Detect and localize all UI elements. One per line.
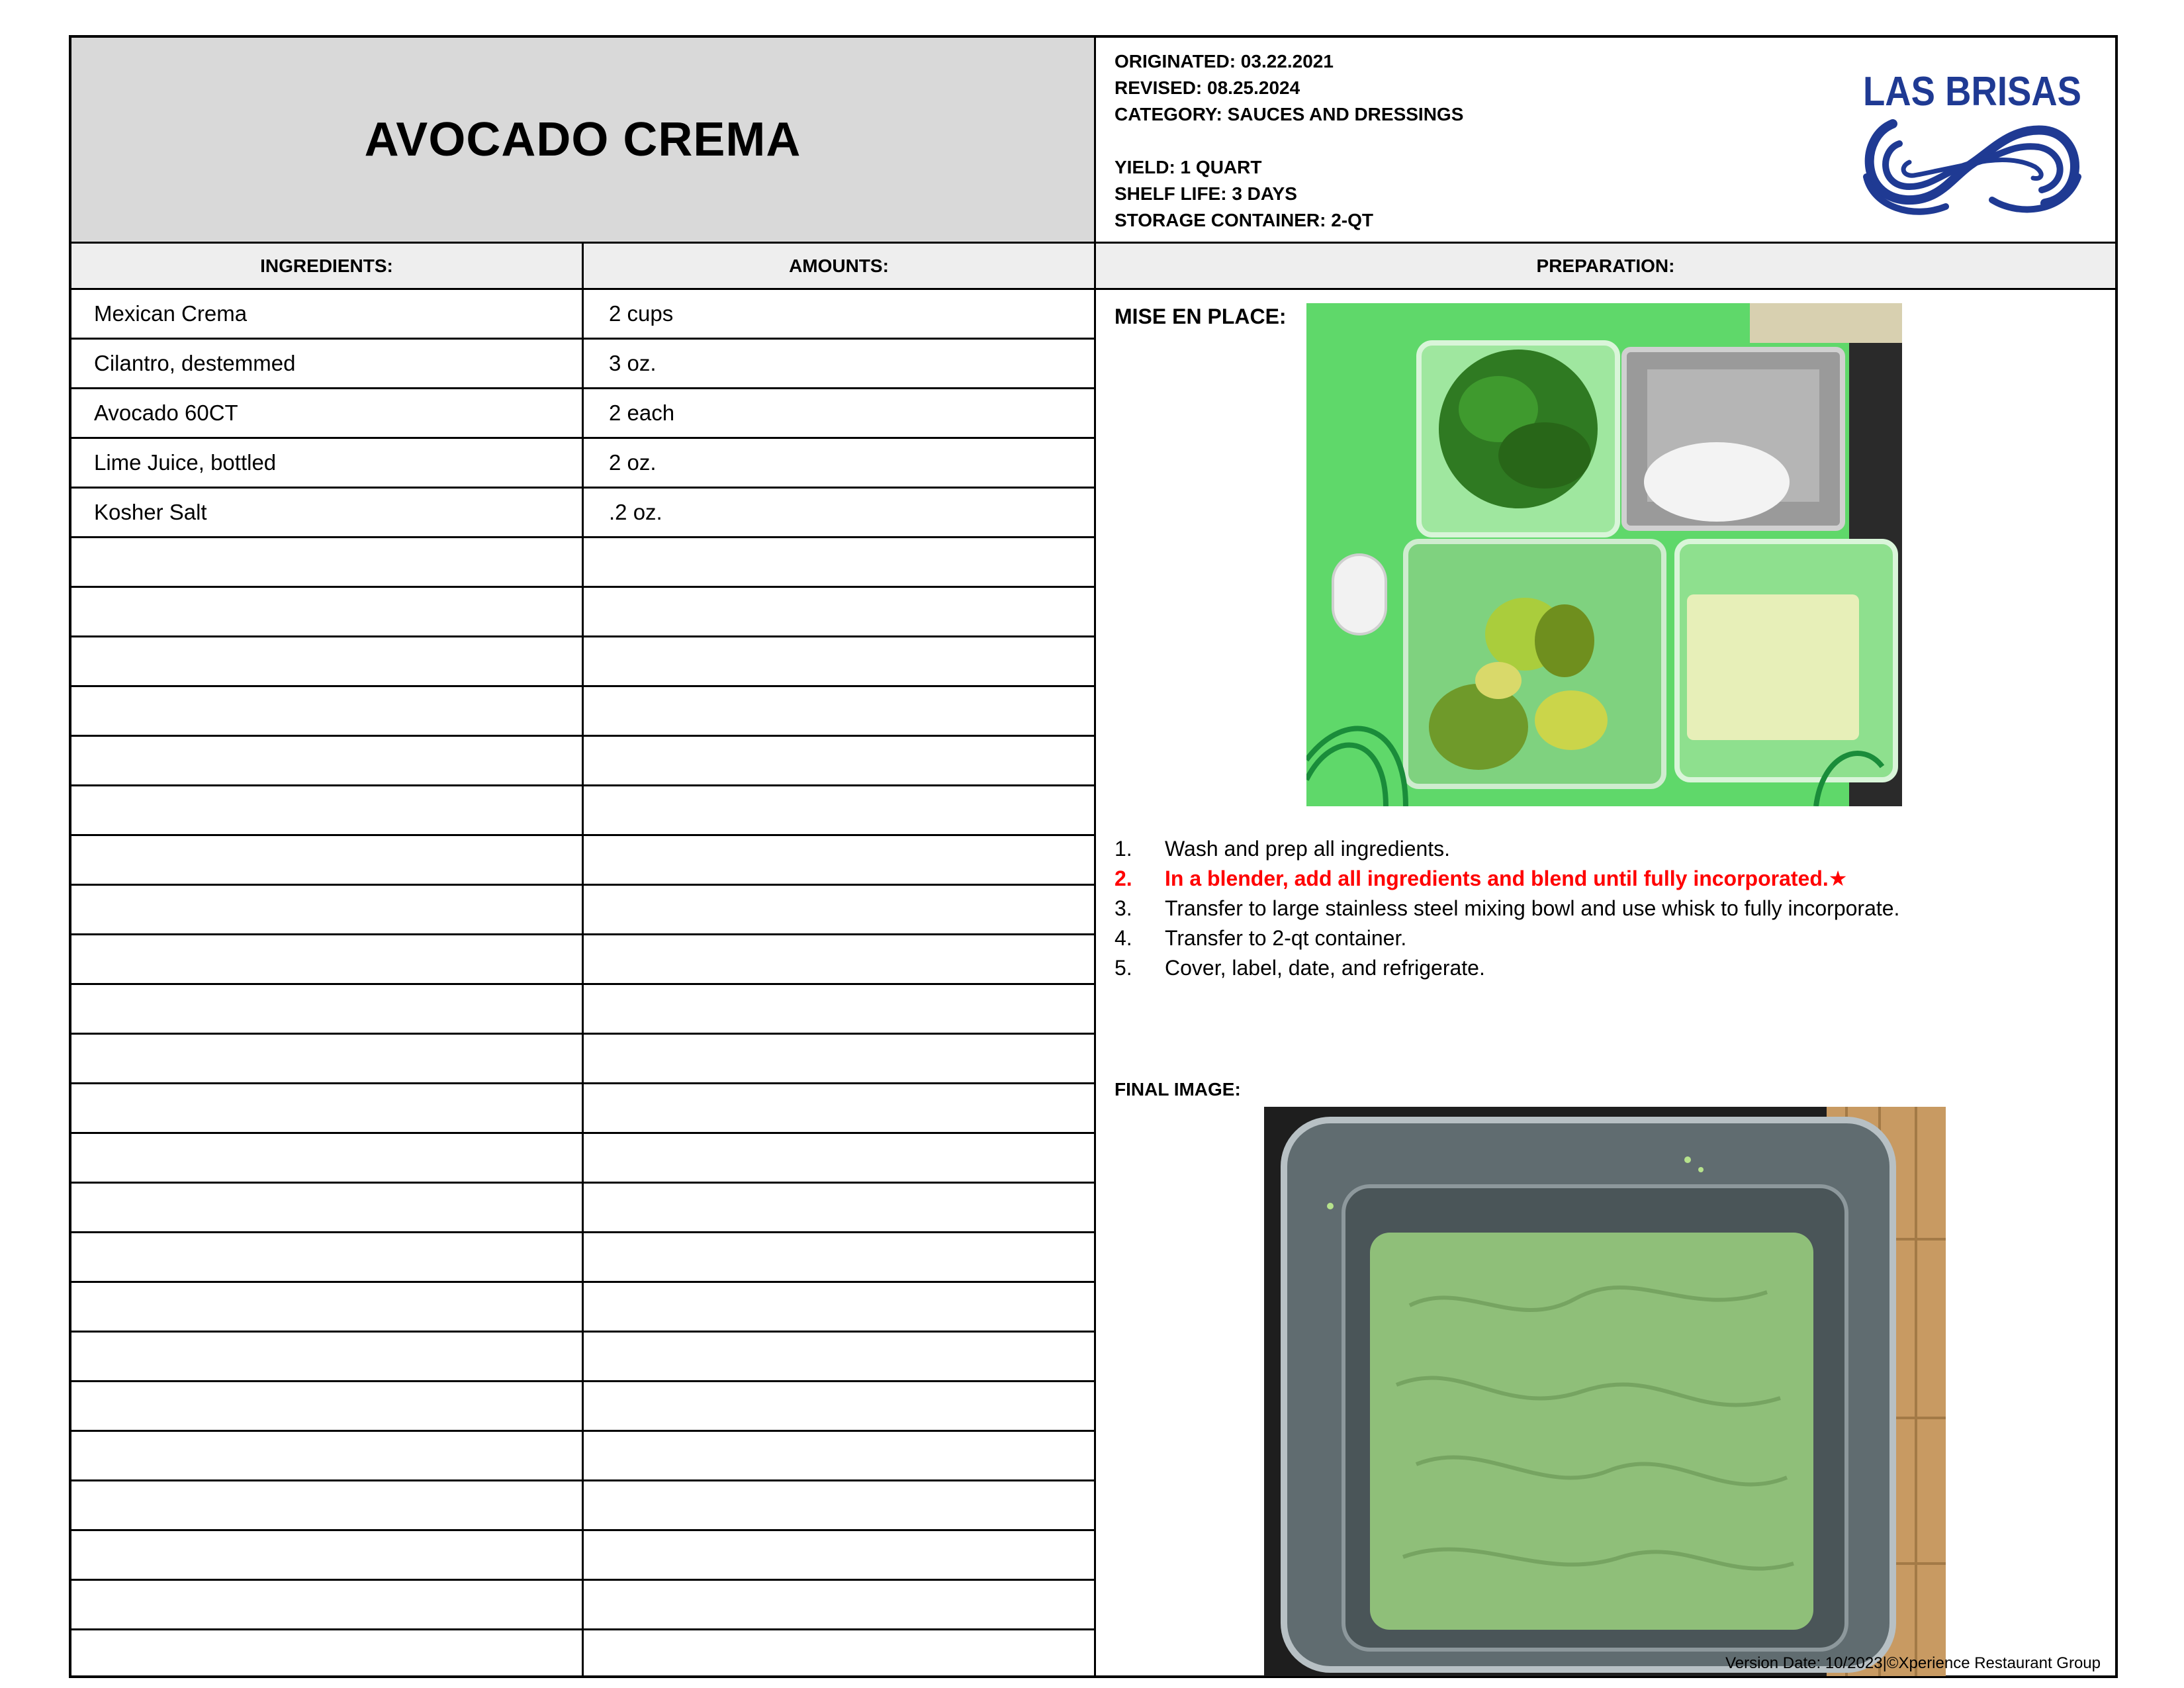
ingredient-name <box>71 1134 584 1182</box>
table-row <box>71 489 1096 538</box>
ingredient-amount: 3 oz. <box>584 340 1096 387</box>
ingredient-amount <box>584 538 1096 586</box>
lime-juice-container <box>1677 541 1895 780</box>
ingredient-amount <box>584 1382 1096 1430</box>
ingredient-name <box>71 1531 584 1579</box>
ingredient-name <box>71 1432 584 1479</box>
ingredient-name: Mexican Crema <box>71 290 584 338</box>
ingredient-amount: .2 oz. <box>584 489 1096 536</box>
ingredient-amount <box>584 1333 1096 1380</box>
ingredient-name <box>71 1630 584 1678</box>
ingredient-name <box>71 687 584 735</box>
table-row <box>71 737 1096 786</box>
table-row <box>71 1184 1096 1233</box>
table-row <box>71 538 1096 588</box>
ingredient-amount <box>584 1233 1096 1281</box>
ingredient-amount <box>584 1481 1096 1529</box>
ingredient-name <box>71 985 584 1033</box>
ingredient-amount <box>584 687 1096 735</box>
ingredient-name <box>71 737 584 784</box>
mise-en-place-photo <box>1306 303 1902 806</box>
table-row <box>71 1382 1096 1432</box>
step-number: 4. <box>1115 926 1132 950</box>
storage-container: STORAGE CONTAINER: 2-QT <box>1115 210 1373 230</box>
preparation-step <box>1115 834 1899 864</box>
final-image-photo <box>1264 1107 1946 1676</box>
ingredient-amount <box>584 1630 1096 1678</box>
ingredient-name: Cilantro, destemmed <box>71 340 584 387</box>
step-number: 2. <box>1115 867 1132 890</box>
ingredient-name <box>71 836 584 884</box>
ingredient-amount <box>584 985 1096 1033</box>
ingredient-name <box>71 538 584 586</box>
ingredient-amount: 2 oz. <box>584 439 1096 487</box>
step-number: 1. <box>1115 837 1132 861</box>
ingredient-amount <box>584 1581 1096 1628</box>
ingredient-name <box>71 1581 584 1628</box>
category: CATEGORY: SAUCES AND DRESSINGS <box>1115 104 1464 124</box>
table-row <box>71 389 1096 439</box>
table-row <box>71 886 1096 935</box>
ingredient-name <box>71 886 584 933</box>
ingredient-name <box>71 1382 584 1430</box>
table-row <box>71 687 1096 737</box>
ingredient-amount <box>584 1432 1096 1479</box>
table-row <box>71 935 1096 985</box>
step-text: Transfer to large stainless steel mixing bowl and use whisk to fully incorporate. <box>1165 896 1900 920</box>
preparation-steps <box>1115 834 1899 983</box>
originated-date: ORIGINATED: 03.22.2021 <box>1115 51 1334 71</box>
preparation-step <box>1115 864 1899 894</box>
ingredient-amount <box>584 1531 1096 1579</box>
step-number: 3. <box>1115 896 1132 920</box>
ingredient-amount <box>584 1134 1096 1182</box>
ingredient-amount <box>584 737 1096 784</box>
yield: YIELD: 1 QUART <box>1115 157 1262 177</box>
mise-en-place-label: MISE EN PLACE: <box>1115 305 1287 328</box>
ingredient-name <box>71 588 584 635</box>
ingredient-amount <box>584 588 1096 635</box>
table-row <box>71 1035 1096 1084</box>
column-header-row <box>71 244 2115 290</box>
table-row <box>71 1233 1096 1283</box>
recipe-sheet <box>69 35 2118 1678</box>
shelf-life: SHELF LIFE: 3 DAYS <box>1115 183 1297 204</box>
ingredient-amount: 2 each <box>584 389 1096 437</box>
table-row <box>71 1581 1096 1630</box>
table-row <box>71 1134 1096 1184</box>
preparation-section <box>1096 290 2115 1675</box>
revised-date: REVISED: 08.25.2024 <box>1115 77 1300 98</box>
ingredient-name: Avocado 60CT <box>71 389 584 437</box>
ingredient-name <box>71 1035 584 1082</box>
ingredient-amount <box>584 1184 1096 1231</box>
table-row <box>71 1283 1096 1333</box>
preparation-header: PREPARATION: <box>1536 255 1675 276</box>
ingredient-name <box>71 1283 584 1331</box>
step-text: Cover, label, date, and refrigerate. <box>1165 956 1485 980</box>
cilantro-container <box>1419 343 1617 535</box>
step-text: Wash and prep all ingredients. <box>1165 837 1451 861</box>
table-row <box>71 836 1096 886</box>
ingredient-amount: 2 cups <box>584 290 1096 338</box>
step-number: 5. <box>1115 956 1132 980</box>
ingredient-name <box>71 1084 584 1132</box>
avocado-container <box>1406 541 1664 786</box>
table-row <box>71 588 1096 637</box>
crema-container <box>1624 350 1843 528</box>
ingredient-amount <box>584 1084 1096 1132</box>
ingredient-amount <box>584 637 1096 685</box>
meta-cell <box>1096 38 2115 244</box>
table-row <box>71 637 1096 687</box>
version-footer: Version Date: 10/2023|©Xperience Restaurant Group <box>1725 1654 2101 1672</box>
table-row <box>71 439 1096 489</box>
table-row <box>71 340 1096 389</box>
final-image-label: FINAL IMAGE: <box>1115 1079 1241 1100</box>
ingredient-name: Kosher Salt <box>71 489 584 536</box>
table-row <box>71 290 1096 340</box>
amounts-header: AMOUNTS: <box>584 244 1096 288</box>
table-row <box>71 1481 1096 1531</box>
step-text: Transfer to 2-qt container. <box>1165 926 1407 950</box>
preparation-step <box>1115 953 1899 983</box>
ingredient-amount <box>584 836 1096 884</box>
table-row <box>71 985 1096 1035</box>
table-row <box>71 786 1096 836</box>
title-cell <box>71 38 1096 244</box>
step-text: In a blender, add all ingredients and blend until fully incorporated.★ <box>1165 867 1848 890</box>
recipe-title: AVOCADO CREMA <box>364 113 801 166</box>
ingredient-name <box>71 1233 584 1281</box>
ingredients-header: INGREDIENTS: <box>71 244 584 288</box>
table-row <box>71 1333 1096 1382</box>
preparation-step <box>1115 894 1899 923</box>
table-row <box>71 1630 1096 1680</box>
ingredient-amount <box>584 935 1096 983</box>
ingredient-name <box>71 1333 584 1380</box>
preparation-step <box>1115 923 1899 953</box>
ingredient-amount <box>584 786 1096 834</box>
table-row <box>71 1084 1096 1134</box>
ingredient-table <box>71 290 1096 1675</box>
ingredient-name <box>71 1184 584 1231</box>
svg-text:LAS BRISAS: LAS BRISAS <box>1863 69 2081 115</box>
recipe-meta <box>1115 48 1463 234</box>
ingredient-name: Lime Juice, bottled <box>71 439 584 487</box>
ingredient-name <box>71 1481 584 1529</box>
las-brisas-logo <box>1853 64 2091 223</box>
ingredient-name <box>71 935 584 983</box>
table-row <box>71 1432 1096 1481</box>
ingredient-amount <box>584 1035 1096 1082</box>
ingredient-name <box>71 637 584 685</box>
ingredient-amount <box>584 886 1096 933</box>
table-row <box>71 1531 1096 1581</box>
ingredient-name <box>71 786 584 834</box>
ingredient-amount <box>584 1283 1096 1331</box>
